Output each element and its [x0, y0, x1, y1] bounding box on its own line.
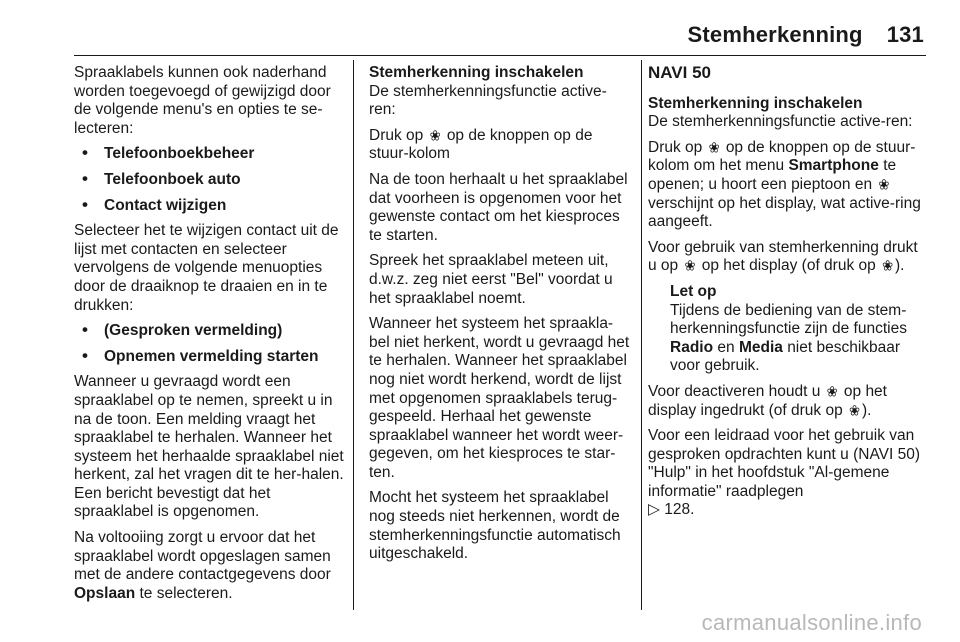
voice-icon: ❀: [684, 257, 696, 275]
column-divider: [353, 60, 354, 610]
list-item: • (Gesproken vermelding): [74, 322, 346, 341]
watermark: carmanualsonline.info: [701, 610, 922, 635]
voice-icon: ❀: [429, 126, 441, 144]
prompt-paragraph: Wanneer u gevraagd wordt een spraaklabel op te nemen, spreekt u in na de toon. Een melding vraagt het spraaklabel te herhalen. Wanneer het systeem het herhaalde spraaklabel niet herkent, zal het vragen dit te her-halen. Een bericht bevestigt dat het spraaklabel is opgenomen.: [74, 373, 344, 521]
paragraph: Voor deactiveren houdt u ❀ op het display ingedrukt (of druk op ❀ ).: [648, 383, 928, 420]
page-header: [688, 22, 924, 52]
page-number: 131: [886, 22, 924, 47]
column-1: [74, 64, 346, 610]
voice-icon: ❀: [878, 176, 890, 193]
paragraph: Voor gebruik van stemherkenning drukt u op ❀ op het display (of druk op ❀ ).: [648, 239, 928, 276]
voice-icon: ❀: [882, 257, 893, 275]
paragraph: Wanneer het systeem het spraakla-bel niet herkent, wordt u gevraagd het te herhalen. Wanneer het spraaklabel nog niet wordt herkend, wordt de lijst met opgenomen spraaklabels terug-gespeeld. Herhaal het gewenste spraaklabel wanneer het wordt weer-gegeven, om het kiesproces te star-ten.: [369, 315, 630, 481]
list-item: • Contact wijzigen: [74, 197, 346, 216]
page-reference-icon: ▷: [648, 501, 660, 519]
list-item: • Opnemen vermelding starten: [74, 348, 346, 367]
menu-list: [74, 145, 346, 215]
save-keyword: Opslaan: [74, 584, 136, 602]
note-box: [648, 283, 928, 376]
list-item: • Telefoonboekbeheer: [74, 145, 346, 164]
radio-keyword: Radio: [670, 338, 714, 356]
paragraph: Spreek het spraaklabel meteen uit, d.w.z. zeg niet eerst "Bel" voordat u het spraaklabel noemt.: [369, 252, 613, 307]
header-rule: [74, 55, 926, 56]
voice-icon: ❀: [708, 138, 720, 156]
note-text: Tijdens de bediening van de stem-herkenningsfunctie zijn de functies Radio en Media niet beschikbaar voor gebruik.: [670, 301, 907, 375]
paragraph: Druk op ❀ op de knoppen op de stuur-kolom: [369, 126, 593, 163]
intro-paragraph: Spraaklabels kunnen ook naderhand worden toegevoegd of gewijzigd door de volgende menu's en opties te se-lecteren:: [74, 64, 331, 137]
paragraph: Mocht het systeem het spraaklabel nog steeds niet herkennen, wordt de stemherkenningsfunctie automatisch uitgeschakeld.: [369, 489, 621, 563]
smartphone-keyword: Smartphone: [788, 157, 879, 175]
column-divider: [641, 60, 642, 610]
section-heading: Stemherkenning inschakelen: [369, 64, 584, 81]
paragraph: De stemherkenningsfunctie active-ren:: [369, 82, 607, 119]
paragraph: Na de toon herhaalt u het spraaklabel dat voorheen is opgenomen voor het gewenste contact om het kiesproces te starten.: [369, 170, 628, 244]
save-paragraph: Na voltooiing zorgt u ervoor dat het spraaklabel wordt opgeslagen samen met de andere contactgegevens door Opslaan te selecteren.: [74, 529, 331, 602]
list-item: • Telefoonboek auto: [74, 171, 346, 190]
voice-icon: ❀: [826, 383, 838, 400]
section-title: NAVI 50: [648, 63, 711, 82]
voice-icon: ❀: [849, 401, 860, 419]
paragraph: Druk op ❀ op de knoppen op de stuur-kolom om het menu Smartphone te openen; u hoort een pieptoon en ❀ verschijnt op het display, wat active-ring aangeeft.: [648, 138, 921, 231]
note-title: Let op: [670, 282, 717, 300]
page-reference-link[interactable]: 128.: [664, 501, 695, 519]
paragraph: Voor een leidraad voor het gebruik van gesproken opdrachten kunt u (NAVI 50) "Hulp" in het hoofdstuk "Al-gemene informatie" raadplegen ▷ 128.: [648, 427, 920, 519]
paragraph: De stemherkenningsfunctie active-ren:: [648, 113, 913, 131]
section-heading: Stemherkenning inschakelen: [648, 94, 863, 112]
page-title: Stemherkenning: [687, 22, 863, 47]
option-list: [74, 322, 346, 366]
column-3: [648, 64, 928, 527]
column-2: [369, 64, 631, 571]
media-keyword: Media: [738, 338, 783, 356]
select-paragraph: Selecteer het te wijzigen contact uit de lijst met contacten en selecteer vervolgens de volgende menuopties door de draaiknop te draaien en in te drukken:: [74, 222, 339, 314]
